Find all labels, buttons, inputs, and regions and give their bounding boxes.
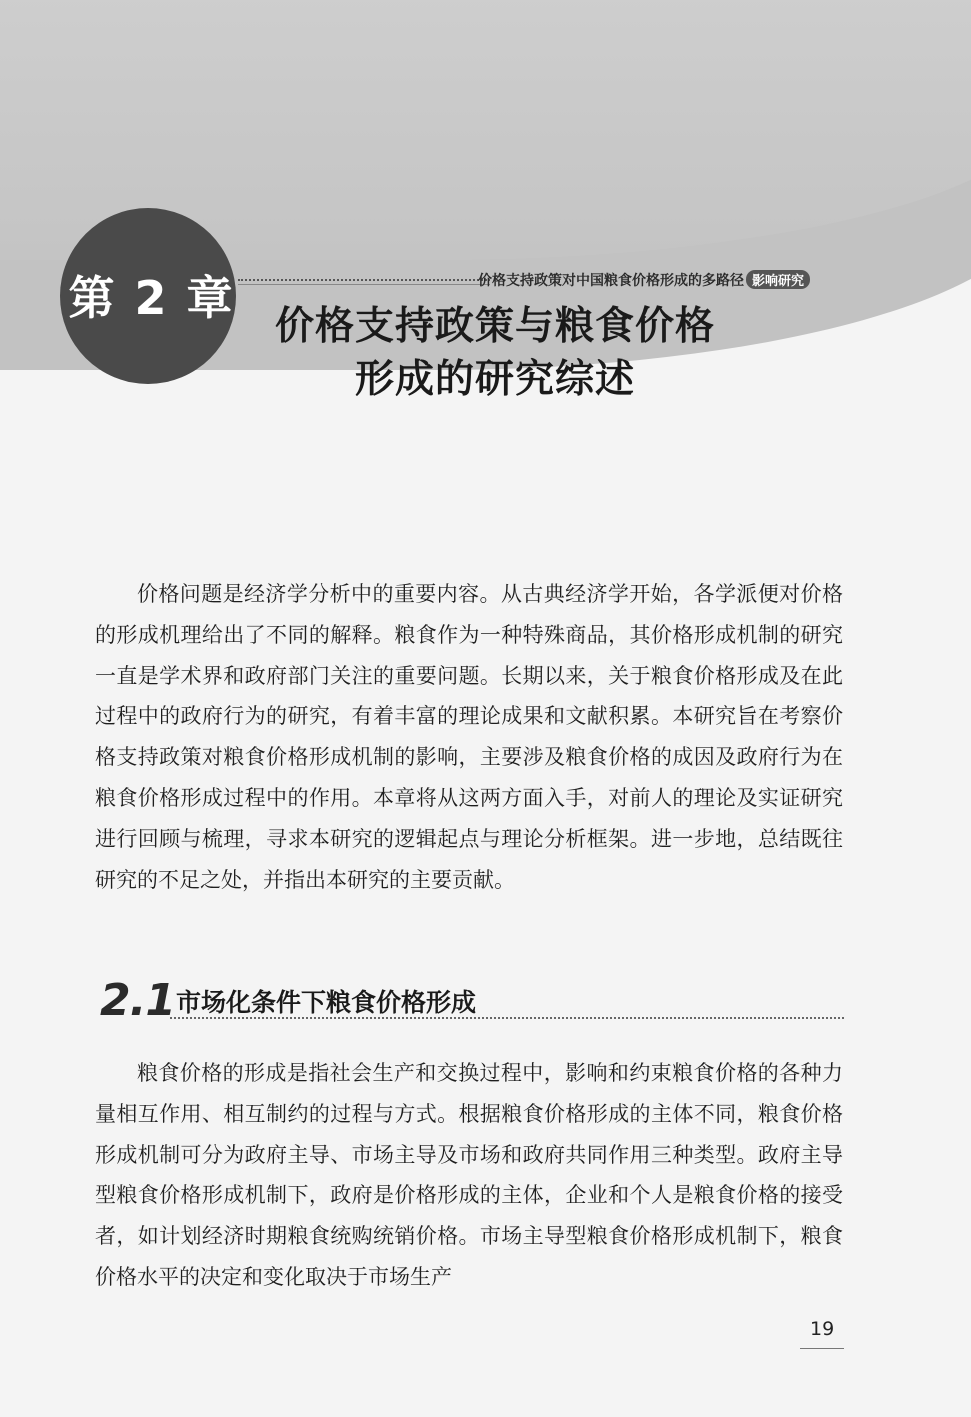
chapter-title-line1: 价格支持政策与粮食价格: [274, 303, 715, 349]
intro-paragraph: 价格问题是经济学分析中的重要内容。从古典经济学开始，各学派便对价格的形成机理给出了不同的解释。粮食作为一种特殊商品，其价格形成机制的研究一直是学术界和政府部门关注的重要问题。长期以来，关于粮食价格形成及在此过程中的政府行为的研究，有着丰富的理论成果和文献积累。本研究旨在考察价格支持政策对粮食价格形成机制的影响，主要涉及粮食价格的成因及政府行为在粮食价格形成过程中的作用。本章将从这两方面入手，对前人的理论及实证研究进行回顾与梳理，寻求本研究的逻辑起点与理论分析框架。进一步地，总结既往研究的不足之处，并指出本研究的主要贡献。: [95, 582, 843, 892]
section-title: 市场化条件下粮食价格形成: [176, 988, 477, 1017]
chapter-label: 第 2 章: [68, 271, 235, 325]
running-header-rule: [238, 279, 490, 281]
chapter-title-line2: 形成的研究综述: [354, 356, 635, 402]
running-header-rule-solid: [238, 284, 490, 285]
section-rule: [170, 1017, 844, 1019]
section-paragraph: 粮食价格的形成是指社会生产和交换过程中，影响和约束粮食价格的各种力量相互作用、相互制约的过程与方式。根据粮食价格形成的主体不同，粮食价格形成机制可分为政府主导、市场主导及市场和政府共同作用三种类型。政府主导型粮食价格形成机制下，政府是价格形成的主体，企业和个人是粮食价格的接受者，如计划经济时期粮食统购统销价格。市场主导型粮食价格形成机制下，粮食价格水平的决定和变化取决于市场生产: [95, 1061, 843, 1289]
running-header-tag: 影响研究: [746, 270, 810, 289]
chapter-title: [250, 300, 740, 406]
section-number: 2.1: [100, 975, 175, 1026]
page-number-rule: [800, 1348, 844, 1349]
running-header: [478, 270, 810, 290]
page-number: 19: [810, 1318, 835, 1340]
running-header-text: 价格支持政策对中国粮食价格形成的多路径: [478, 273, 744, 289]
